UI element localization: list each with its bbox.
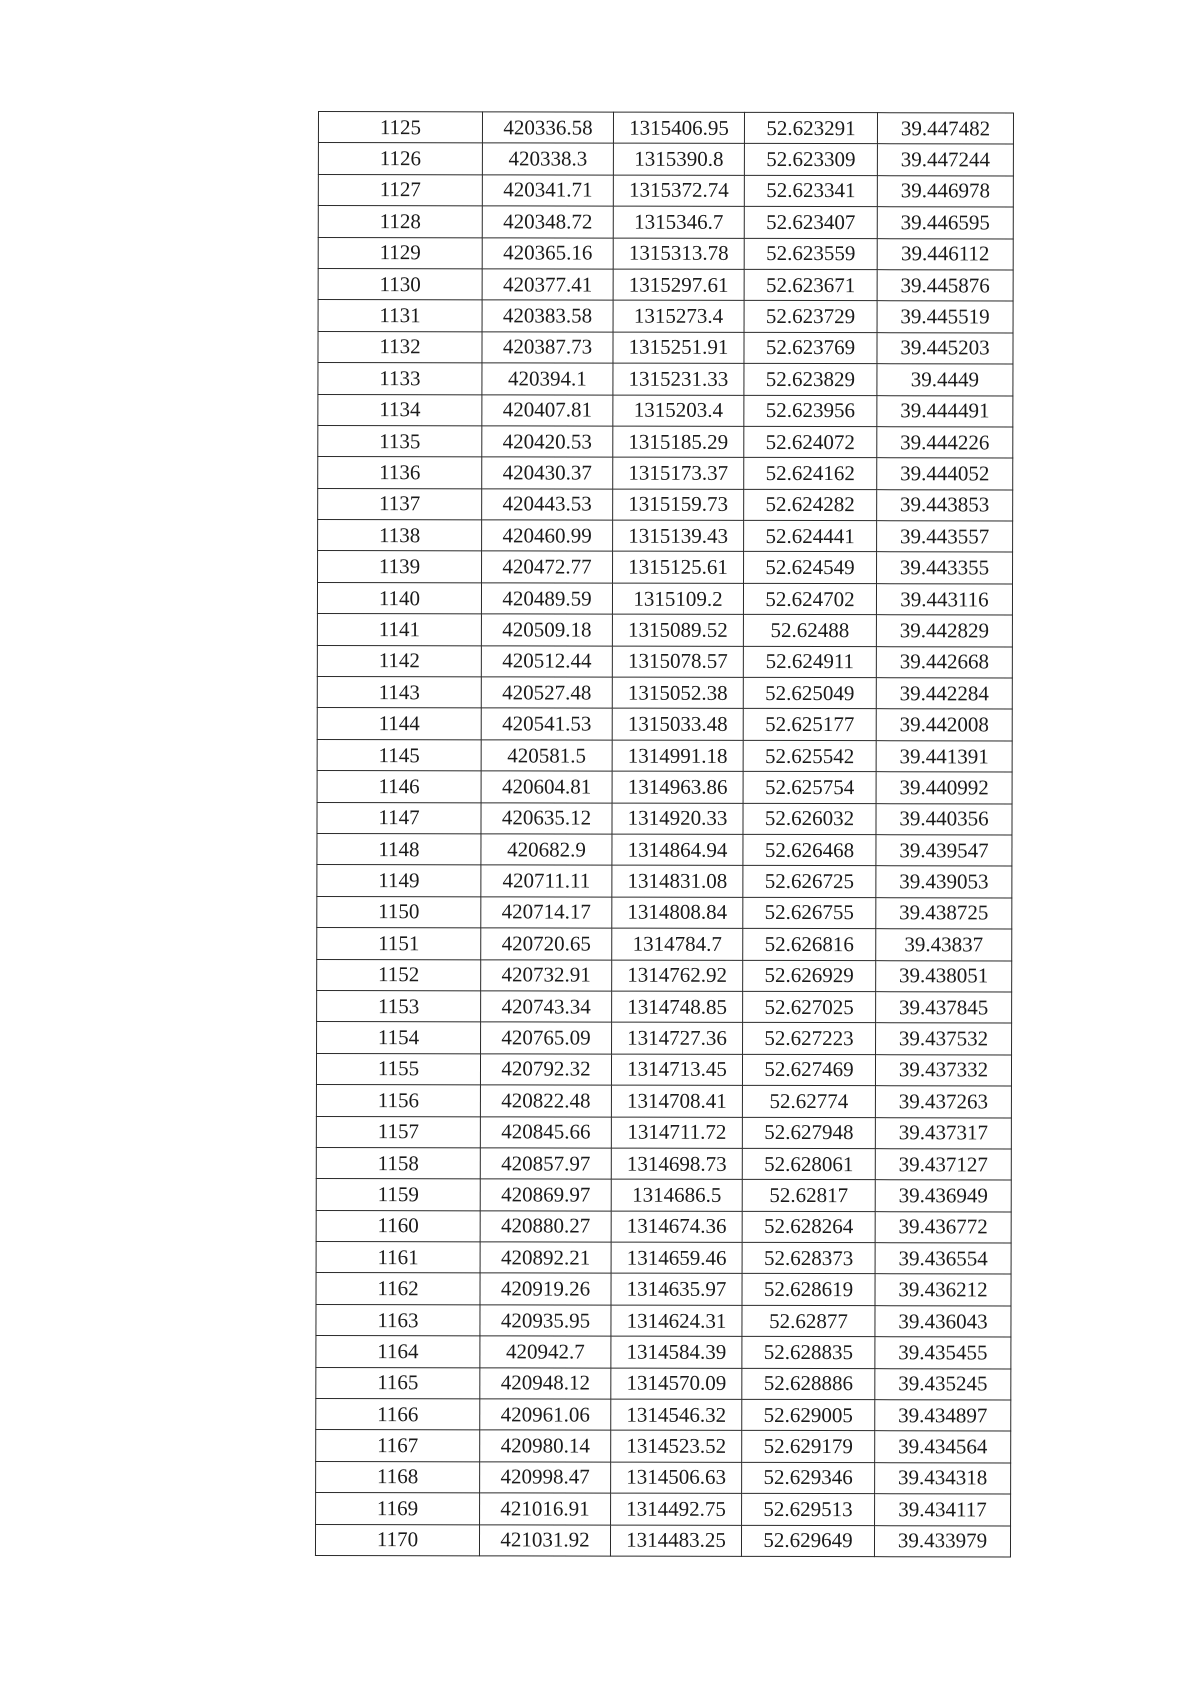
table-row (317, 771, 1012, 804)
point-number-cell: 1145 (317, 739, 481, 771)
y-coordinate-cell: 1314808.84 (612, 897, 743, 929)
x-coordinate-cell: 420407.81 (482, 394, 613, 426)
latitude-cell: 52.626816 (743, 929, 876, 961)
table-row (316, 1461, 1011, 1494)
y-coordinate-cell: 1315390.8 (613, 144, 744, 176)
x-coordinate-cell: 420383.58 (482, 300, 613, 332)
longitude-cell: 39.445203 (877, 332, 1013, 364)
point-number-cell: 1160 (316, 1210, 480, 1242)
table-row (317, 1022, 1012, 1055)
y-coordinate-cell: 1314762.92 (612, 960, 743, 992)
table-row (316, 1367, 1011, 1400)
latitude-cell: 52.627223 (743, 1023, 876, 1055)
point-number-cell: 1139 (318, 551, 482, 583)
point-number-cell: 1156 (316, 1085, 480, 1117)
table-row (316, 1493, 1011, 1526)
y-coordinate-cell: 1315346.7 (613, 206, 744, 238)
latitude-cell: 52.626725 (743, 866, 876, 898)
x-coordinate-cell: 421031.92 (479, 1524, 610, 1556)
x-coordinate-cell: 420541.53 (481, 708, 612, 740)
table-row (317, 833, 1012, 866)
latitude-cell: 52.62817 (742, 1180, 875, 1212)
longitude-cell: 39.442284 (876, 678, 1012, 710)
point-number-cell: 1130 (318, 268, 482, 300)
x-coordinate-cell: 420732.91 (481, 959, 612, 991)
x-coordinate-cell: 420720.65 (481, 928, 612, 960)
latitude-cell: 52.626755 (743, 897, 876, 929)
longitude-cell: 39.436554 (875, 1243, 1011, 1275)
point-number-cell: 1163 (316, 1304, 480, 1336)
y-coordinate-cell: 1314570.09 (611, 1368, 742, 1400)
y-coordinate-cell: 1315159.73 (613, 489, 744, 521)
latitude-cell: 52.626032 (743, 803, 876, 835)
y-coordinate-cell: 1314713.45 (611, 1054, 742, 1086)
table-row (316, 1053, 1011, 1086)
x-coordinate-cell: 420581.5 (481, 740, 612, 772)
longitude-cell: 39.440992 (876, 772, 1012, 804)
x-coordinate-cell: 420892.21 (480, 1242, 611, 1274)
y-coordinate-cell: 1315273.4 (613, 300, 744, 332)
x-coordinate-cell: 420472.77 (482, 551, 613, 583)
point-number-cell: 1152 (317, 959, 481, 991)
point-number-cell: 1148 (317, 833, 481, 865)
latitude-cell: 52.62877 (742, 1305, 875, 1337)
latitude-cell: 52.624282 (744, 489, 877, 521)
y-coordinate-cell: 1314523.52 (611, 1431, 742, 1463)
table-row (318, 206, 1013, 239)
table-row (318, 488, 1013, 521)
longitude-cell: 39.444052 (877, 458, 1013, 490)
latitude-cell: 52.628619 (742, 1274, 875, 1306)
table-row (318, 112, 1013, 145)
latitude-cell: 52.624911 (743, 646, 876, 678)
table-row (317, 959, 1012, 992)
latitude-cell: 52.623407 (744, 207, 877, 239)
table-row (315, 1524, 1010, 1557)
y-coordinate-cell: 1314635.97 (611, 1274, 742, 1306)
longitude-cell: 39.446595 (877, 207, 1013, 239)
latitude-cell: 52.628835 (742, 1337, 875, 1369)
longitude-cell: 39.443116 (876, 584, 1012, 616)
y-coordinate-cell: 1314727.36 (612, 1022, 743, 1054)
point-number-cell: 1149 (317, 865, 481, 897)
point-number-cell: 1164 (316, 1336, 480, 1368)
y-coordinate-cell: 1315052.38 (612, 677, 743, 709)
longitude-cell: 39.443557 (877, 521, 1013, 553)
longitude-cell: 39.438725 (876, 897, 1012, 929)
latitude-cell: 52.626468 (743, 834, 876, 866)
y-coordinate-cell: 1315109.2 (612, 583, 743, 615)
point-number-cell: 1167 (316, 1430, 480, 1462)
latitude-cell: 52.623341 (744, 175, 877, 207)
latitude-cell: 52.624549 (744, 552, 877, 584)
point-number-cell: 1154 (317, 1022, 481, 1054)
x-coordinate-cell: 420980.14 (480, 1430, 611, 1462)
x-coordinate-cell: 420348.72 (482, 206, 613, 238)
table-row (318, 551, 1013, 584)
longitude-cell: 39.436212 (875, 1274, 1011, 1306)
x-coordinate-cell: 420792.32 (480, 1054, 611, 1086)
y-coordinate-cell: 1314546.32 (611, 1399, 742, 1431)
point-number-cell: 1142 (317, 645, 481, 677)
longitude-cell: 39.447244 (877, 144, 1013, 176)
longitude-cell: 39.435245 (875, 1368, 1011, 1400)
table-row (317, 677, 1012, 710)
longitude-cell: 39.444491 (877, 395, 1013, 427)
table-row (316, 1242, 1011, 1275)
y-coordinate-cell: 1315078.57 (612, 646, 743, 678)
y-coordinate-cell: 1315089.52 (612, 614, 743, 646)
longitude-cell: 39.438051 (876, 960, 1012, 992)
y-coordinate-cell: 1314963.86 (612, 771, 743, 803)
table-row (317, 645, 1012, 678)
latitude-cell: 52.628061 (742, 1148, 875, 1180)
table-row (318, 268, 1013, 301)
y-coordinate-cell: 1314920.33 (612, 803, 743, 835)
table-row (316, 1116, 1011, 1149)
y-coordinate-cell: 1315372.74 (613, 175, 744, 207)
table-row (316, 1147, 1011, 1180)
point-number-cell: 1125 (318, 112, 482, 144)
table-row (317, 614, 1012, 647)
y-coordinate-cell: 1315313.78 (613, 238, 744, 270)
latitude-cell: 52.627469 (742, 1054, 875, 1086)
x-coordinate-cell: 420948.12 (480, 1367, 611, 1399)
point-number-cell: 1135 (318, 425, 482, 457)
latitude-cell: 52.623291 (744, 112, 877, 144)
y-coordinate-cell: 1314492.75 (611, 1493, 742, 1525)
point-number-cell: 1151 (317, 928, 481, 960)
x-coordinate-cell: 420512.44 (481, 645, 612, 677)
latitude-cell: 52.625049 (743, 677, 876, 709)
x-coordinate-cell: 420377.41 (482, 269, 613, 301)
latitude-cell: 52.623671 (744, 269, 877, 301)
y-coordinate-cell: 1314748.85 (612, 991, 743, 1023)
point-number-cell: 1144 (317, 708, 481, 740)
point-number-cell: 1133 (318, 363, 482, 395)
latitude-cell: 52.623769 (744, 332, 877, 364)
longitude-cell: 39.439547 (876, 835, 1012, 867)
table-row (317, 802, 1012, 835)
point-number-cell: 1138 (318, 520, 482, 552)
table-row (318, 300, 1013, 333)
longitude-cell: 39.436949 (875, 1180, 1011, 1212)
table-row (318, 520, 1013, 553)
latitude-cell: 52.625754 (743, 772, 876, 804)
longitude-cell: 39.443355 (877, 552, 1013, 584)
y-coordinate-cell: 1315297.61 (613, 269, 744, 301)
table-row (316, 1336, 1011, 1369)
longitude-cell: 39.442668 (876, 646, 1012, 678)
point-number-cell: 1170 (315, 1524, 479, 1556)
x-coordinate-cell: 420635.12 (481, 802, 612, 834)
coordinates-table-body (315, 112, 1013, 1557)
latitude-cell: 52.628373 (742, 1242, 875, 1274)
table-row (316, 1399, 1011, 1432)
x-coordinate-cell: 420942.7 (480, 1336, 611, 1368)
latitude-cell: 52.628886 (742, 1368, 875, 1400)
x-coordinate-cell: 420509.18 (481, 614, 612, 646)
longitude-cell: 39.437127 (875, 1149, 1011, 1181)
x-coordinate-cell: 420743.34 (481, 991, 612, 1023)
longitude-cell: 39.434897 (875, 1400, 1011, 1432)
longitude-cell: 39.434318 (875, 1462, 1011, 1494)
table-row (318, 174, 1013, 207)
table-row (318, 143, 1013, 176)
x-coordinate-cell: 420714.17 (481, 897, 612, 929)
longitude-cell: 39.437845 (876, 992, 1012, 1024)
y-coordinate-cell: 1314708.41 (611, 1085, 742, 1117)
point-number-cell: 1161 (316, 1242, 480, 1274)
latitude-cell: 52.623829 (744, 364, 877, 396)
y-coordinate-cell: 1315231.33 (613, 363, 744, 395)
y-coordinate-cell: 1314659.46 (611, 1242, 742, 1274)
point-number-cell: 1158 (316, 1147, 480, 1179)
table-row (318, 425, 1013, 458)
point-number-cell: 1127 (318, 174, 482, 206)
point-number-cell: 1132 (318, 331, 482, 363)
table-row (316, 1304, 1011, 1337)
longitude-cell: 39.434117 (875, 1494, 1011, 1526)
y-coordinate-cell: 1315251.91 (613, 332, 744, 364)
longitude-cell: 39.436043 (875, 1306, 1011, 1338)
latitude-cell: 52.624441 (744, 520, 877, 552)
longitude-cell: 39.445876 (877, 270, 1013, 302)
x-coordinate-cell: 420935.95 (480, 1305, 611, 1337)
y-coordinate-cell: 1314784.7 (612, 928, 743, 960)
y-coordinate-cell: 1314506.63 (611, 1462, 742, 1494)
x-coordinate-cell: 420857.97 (480, 1148, 611, 1180)
latitude-cell: 52.623956 (744, 395, 877, 427)
longitude-cell: 39.446112 (877, 238, 1013, 270)
y-coordinate-cell: 1315406.95 (613, 112, 744, 144)
y-coordinate-cell: 1314831.08 (612, 865, 743, 897)
y-coordinate-cell: 1314698.73 (611, 1148, 742, 1180)
latitude-cell: 52.624702 (743, 583, 876, 615)
latitude-cell: 52.627025 (743, 991, 876, 1023)
point-number-cell: 1141 (317, 614, 481, 646)
table-row (317, 865, 1012, 898)
x-coordinate-cell: 420420.53 (482, 426, 613, 458)
latitude-cell: 52.629179 (742, 1431, 875, 1463)
x-coordinate-cell: 420604.81 (481, 771, 612, 803)
coordinates-table (315, 111, 1014, 1557)
point-number-cell: 1140 (317, 582, 481, 614)
longitude-cell: 39.437317 (875, 1117, 1011, 1149)
table-row (317, 708, 1012, 741)
point-number-cell: 1146 (317, 771, 481, 803)
latitude-cell: 52.626929 (743, 960, 876, 992)
x-coordinate-cell: 420527.48 (481, 677, 612, 709)
point-number-cell: 1165 (316, 1367, 480, 1399)
x-coordinate-cell: 420341.71 (482, 175, 613, 207)
x-coordinate-cell: 420998.47 (480, 1462, 611, 1494)
table-row (318, 457, 1013, 490)
x-coordinate-cell: 420880.27 (480, 1211, 611, 1243)
longitude-cell: 39.442008 (876, 709, 1012, 741)
point-number-cell: 1166 (316, 1399, 480, 1431)
latitude-cell: 52.629005 (742, 1399, 875, 1431)
x-coordinate-cell: 420430.37 (482, 457, 613, 489)
y-coordinate-cell: 1315185.29 (613, 426, 744, 458)
table-row (316, 1085, 1011, 1118)
y-coordinate-cell: 1314483.25 (610, 1525, 741, 1557)
x-coordinate-cell: 420765.09 (481, 1022, 612, 1054)
longitude-cell: 39.436772 (875, 1211, 1011, 1243)
point-number-cell: 1157 (316, 1116, 480, 1148)
point-number-cell: 1134 (318, 394, 482, 426)
x-coordinate-cell: 420961.06 (480, 1399, 611, 1431)
x-coordinate-cell: 420822.48 (480, 1085, 611, 1117)
longitude-cell: 39.447482 (877, 113, 1013, 145)
latitude-cell: 52.625542 (743, 740, 876, 772)
point-number-cell: 1162 (316, 1273, 480, 1305)
latitude-cell: 52.62488 (743, 615, 876, 647)
longitude-cell: 39.444226 (877, 427, 1013, 459)
latitude-cell: 52.62774 (742, 1086, 875, 1118)
point-number-cell: 1147 (317, 802, 481, 834)
longitude-cell: 39.446978 (877, 175, 1013, 207)
latitude-cell: 52.623559 (744, 238, 877, 270)
x-coordinate-cell: 420682.9 (481, 834, 612, 866)
x-coordinate-cell: 420919.26 (480, 1273, 611, 1305)
table-row (316, 1430, 1011, 1463)
table-row (318, 363, 1013, 396)
longitude-cell: 39.440356 (876, 803, 1012, 835)
longitude-cell: 39.4449 (877, 364, 1013, 396)
longitude-cell: 39.442829 (876, 615, 1012, 647)
point-number-cell: 1126 (318, 143, 482, 175)
x-coordinate-cell: 420387.73 (482, 332, 613, 364)
latitude-cell: 52.629346 (742, 1462, 875, 1494)
longitude-cell: 39.439053 (876, 866, 1012, 898)
table-row (317, 896, 1012, 929)
y-coordinate-cell: 1314991.18 (612, 740, 743, 772)
y-coordinate-cell: 1315125.61 (613, 552, 744, 584)
latitude-cell: 52.627948 (742, 1117, 875, 1149)
longitude-cell: 39.433979 (874, 1525, 1010, 1557)
y-coordinate-cell: 1314674.36 (611, 1211, 742, 1243)
y-coordinate-cell: 1315173.37 (613, 457, 744, 489)
y-coordinate-cell: 1315139.43 (613, 520, 744, 552)
point-number-cell: 1168 (316, 1461, 480, 1493)
table-row (316, 1273, 1011, 1306)
table-row (317, 739, 1012, 772)
longitude-cell: 39.441391 (876, 740, 1012, 772)
point-number-cell: 1137 (318, 488, 482, 520)
table-row (317, 990, 1012, 1023)
y-coordinate-cell: 1314624.31 (611, 1305, 742, 1337)
longitude-cell: 39.437532 (876, 1023, 1012, 1055)
x-coordinate-cell: 420489.59 (481, 583, 612, 615)
point-number-cell: 1136 (318, 457, 482, 489)
table-row (318, 237, 1013, 270)
table-row (317, 928, 1012, 961)
point-number-cell: 1129 (318, 237, 482, 269)
y-coordinate-cell: 1315033.48 (612, 709, 743, 741)
table-row (318, 331, 1013, 364)
x-coordinate-cell: 420338.3 (482, 143, 613, 175)
longitude-cell: 39.437332 (875, 1054, 1011, 1086)
x-coordinate-cell: 420336.58 (482, 112, 613, 144)
longitude-cell: 39.445519 (877, 301, 1013, 333)
point-number-cell: 1131 (318, 300, 482, 332)
longitude-cell: 39.437263 (875, 1086, 1011, 1118)
y-coordinate-cell: 1314711.72 (611, 1117, 742, 1149)
y-coordinate-cell: 1314584.39 (611, 1336, 742, 1368)
table-row (317, 582, 1012, 615)
x-coordinate-cell: 420443.53 (482, 489, 613, 521)
x-coordinate-cell: 420394.1 (482, 363, 613, 395)
longitude-cell: 39.435455 (875, 1337, 1011, 1369)
x-coordinate-cell: 420711.11 (481, 865, 612, 897)
table-row (316, 1179, 1011, 1212)
latitude-cell: 52.623309 (744, 144, 877, 176)
latitude-cell: 52.628264 (742, 1211, 875, 1243)
point-number-cell: 1169 (316, 1493, 480, 1525)
point-number-cell: 1155 (316, 1053, 480, 1085)
y-coordinate-cell: 1314686.5 (611, 1179, 742, 1211)
longitude-cell: 39.434564 (875, 1431, 1011, 1463)
y-coordinate-cell: 1314864.94 (612, 834, 743, 866)
x-coordinate-cell: 420869.97 (480, 1179, 611, 1211)
latitude-cell: 52.623729 (744, 301, 877, 333)
latitude-cell: 52.625177 (743, 709, 876, 741)
latitude-cell: 52.624162 (744, 458, 877, 490)
longitude-cell: 39.443853 (877, 489, 1013, 521)
point-number-cell: 1128 (318, 206, 482, 238)
point-number-cell: 1143 (317, 677, 481, 709)
x-coordinate-cell: 420365.16 (482, 237, 613, 269)
table-row (316, 1210, 1011, 1243)
point-number-cell: 1159 (316, 1179, 480, 1211)
table-row (318, 394, 1013, 427)
latitude-cell: 52.624072 (744, 426, 877, 458)
longitude-cell: 39.43837 (876, 929, 1012, 961)
latitude-cell: 52.629513 (742, 1494, 875, 1526)
y-coordinate-cell: 1315203.4 (613, 395, 744, 427)
point-number-cell: 1150 (317, 896, 481, 928)
point-number-cell: 1153 (317, 990, 481, 1022)
x-coordinate-cell: 421016.91 (480, 1493, 611, 1525)
x-coordinate-cell: 420460.99 (482, 520, 613, 552)
x-coordinate-cell: 420845.66 (480, 1116, 611, 1148)
latitude-cell: 52.629649 (741, 1525, 874, 1557)
